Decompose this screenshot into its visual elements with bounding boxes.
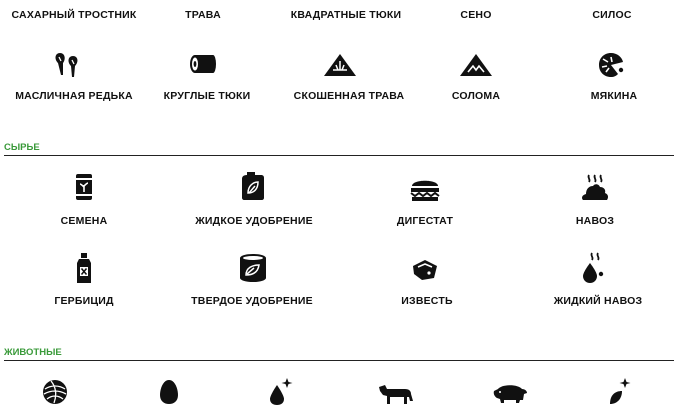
item-label-grass: ТРАВА [185,9,221,21]
chaff-icon [596,50,626,80]
seeds-icon [74,173,94,201]
item-label-seeds: СЕМЕНА [60,215,108,227]
cow-icon [377,381,415,405]
slurry-icon [581,252,605,284]
milk-icon [268,377,294,405]
radish-icon [52,50,82,80]
item-label-slurry: ЖИДКИЙ НАВОЗ [553,295,643,307]
lime-icon [410,258,440,282]
manure-icon [580,174,610,204]
straw-icon [459,53,493,77]
item-label-straw: СОЛОМА [451,90,501,102]
pig-icon [492,381,528,405]
item-label-square-bales: КВАДРАТНЫЕ ТЮКИ [290,9,402,21]
item-label-liquid-fertilizer: ЖИДКОЕ УДОБРЕНИЕ [195,215,313,227]
item-label-round-bales: КРУГЛЫЕ ТЮКИ [163,90,251,102]
item-label-lime: ИЗВЕСТЬ [401,295,453,307]
digestate-icon [410,176,440,202]
item-label-sugarcane: САХАРНЫЙ ТРОСТНИК [11,9,137,21]
item-label-cut-grass: СКОШЕННАЯ ТРАВА [293,90,405,102]
item-label-manure: НАВОЗ [575,215,615,227]
section-title-raw: СЫРЬЕ [4,142,40,153]
section-divider [4,155,674,156]
solid-fertilizer-icon [238,253,268,283]
item-label-hay: СЕНО [460,9,492,21]
plant-icon [607,377,633,405]
section-divider [4,360,674,361]
item-label-solid-fertilizer: ТВЕРДОЕ УДОБРЕНИЕ [191,295,313,307]
liquid-fertilizer-icon [241,171,265,201]
item-label-herbicide: ГЕРБИЦИД [54,295,114,307]
wool-icon [42,379,68,405]
herbicide-icon [75,252,93,284]
item-label-chaff: МЯКИНА [590,90,638,102]
item-label-oil-radish: МАСЛИЧНАЯ РЕДЬКА [15,90,133,102]
cut-grass-icon [323,53,357,77]
item-label-digestate: ДИГЕСТАТ [396,215,454,227]
round-bale-icon [189,52,217,76]
section-title-animals: ЖИВОТНЫЕ [4,347,62,358]
item-label-silage: СИЛОС [592,9,632,21]
egg-icon [159,379,179,405]
